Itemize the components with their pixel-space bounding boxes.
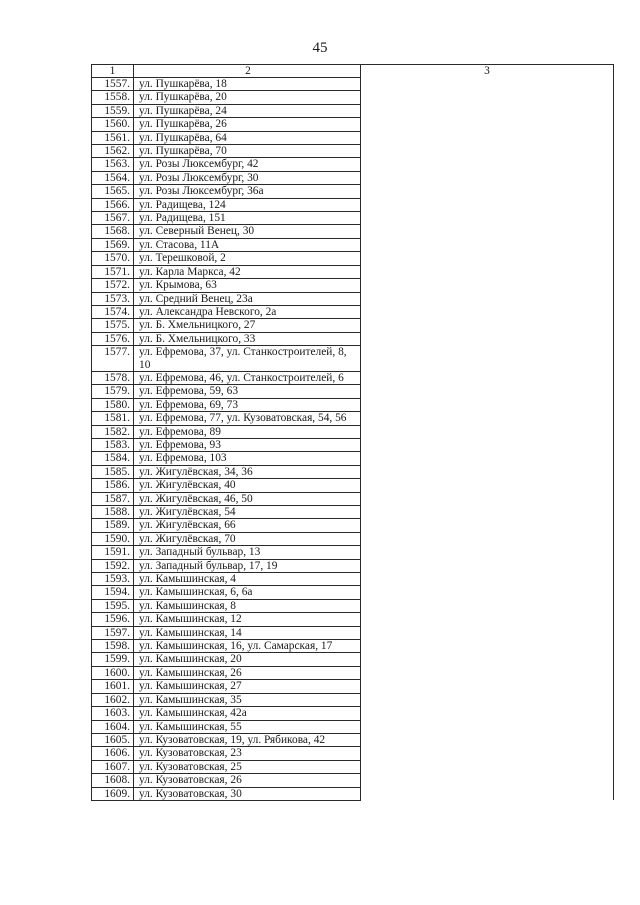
row-address: ул. Пушкарёва, 26 bbox=[134, 118, 361, 131]
row-address: ул. Жигулёвская, 66 bbox=[134, 519, 361, 532]
row-number: 1595. bbox=[92, 599, 134, 612]
row-address: ул. Камышинская, 6, 6а bbox=[134, 586, 361, 599]
row-number: 1566. bbox=[92, 198, 134, 211]
row-address: ул. Западный бульвар, 17, 19 bbox=[134, 559, 361, 572]
row-number: 1599. bbox=[92, 653, 134, 666]
row-address: ул. Карла Маркса, 42 bbox=[134, 265, 361, 278]
row-address: ул. Жигулёвская, 40 bbox=[134, 479, 361, 492]
row-number: 1564. bbox=[92, 171, 134, 184]
header-col-2: 2 bbox=[134, 65, 361, 78]
row-number: 1592. bbox=[92, 559, 134, 572]
row-number: 1582. bbox=[92, 425, 134, 438]
row-number: 1577. bbox=[92, 346, 134, 372]
row-address: ул. Камышинская, 16, ул. Самарская, 17 bbox=[134, 640, 361, 653]
row-number: 1569. bbox=[92, 238, 134, 251]
row-number: 1602. bbox=[92, 693, 134, 706]
row-address: ул. Б. Хмельницкого, 33 bbox=[134, 332, 361, 345]
row-number: 1596. bbox=[92, 613, 134, 626]
row-number: 1573. bbox=[92, 292, 134, 305]
row-address: ул. Камышинская, 27 bbox=[134, 680, 361, 693]
row-address: ул. Камышинская, 20 bbox=[134, 653, 361, 666]
row-number: 1562. bbox=[92, 145, 134, 158]
row-number: 1570. bbox=[92, 252, 134, 265]
row-address: ул. Камышинская, 4 bbox=[134, 573, 361, 586]
row-address: ул. Пушкарёва, 70 bbox=[134, 145, 361, 158]
row-address: ул. Средний Венец, 23а bbox=[134, 292, 361, 305]
row-address: ул. Кузоватовская, 26 bbox=[134, 774, 361, 787]
row-number: 1579. bbox=[92, 385, 134, 398]
row-address: ул. Камышинская, 42а bbox=[134, 707, 361, 720]
row-address: ул. Камышинская, 12 bbox=[134, 613, 361, 626]
row-address: ул. Кузоватовская, 23 bbox=[134, 747, 361, 760]
row-address: ул. Розы Люксембург, 30 bbox=[134, 171, 361, 184]
row-number: 1587. bbox=[92, 492, 134, 505]
row-address: ул. Кузоватовская, 19, ул. Рябикова, 42 bbox=[134, 733, 361, 746]
row-number: 1558. bbox=[92, 91, 134, 104]
row-address: ул. Ефремова, 69, 73 bbox=[134, 398, 361, 411]
row-number: 1571. bbox=[92, 265, 134, 278]
row-address: ул. Ефремова, 46, ул. Станкостроителей, 6 bbox=[134, 371, 361, 384]
row-address: ул. Ефремова, 77, ул. Кузоватовская, 54, 56 bbox=[134, 412, 361, 425]
row-address: ул. Пушкарёва, 18 bbox=[134, 78, 361, 91]
row-address: ул. Б. Хмельницкого, 27 bbox=[134, 319, 361, 332]
row-address: ул. Радищева, 124 bbox=[134, 198, 361, 211]
row-number: 1559. bbox=[92, 104, 134, 117]
row-number: 1607. bbox=[92, 760, 134, 773]
row-number: 1594. bbox=[92, 586, 134, 599]
row-number: 1561. bbox=[92, 131, 134, 144]
row-number: 1604. bbox=[92, 720, 134, 733]
row-address: ул. Камышинская, 14 bbox=[134, 626, 361, 639]
row-number: 1583. bbox=[92, 438, 134, 451]
row-address: ул. Ефремова, 103 bbox=[134, 452, 361, 465]
row-address: ул. Радищева, 151 bbox=[134, 212, 361, 225]
row-address: ул. Стасова, 11А bbox=[134, 238, 361, 251]
row-number: 1591. bbox=[92, 546, 134, 559]
column-3-cell bbox=[361, 78, 614, 801]
row-number: 1574. bbox=[92, 305, 134, 318]
row-address: ул. Пушкарёва, 64 bbox=[134, 131, 361, 144]
row-address: ул. Ефремова, 93 bbox=[134, 438, 361, 451]
row-address: ул. Жигулёвская, 54 bbox=[134, 506, 361, 519]
row-address: ул. Крымова, 63 bbox=[134, 279, 361, 292]
row-number: 1609. bbox=[92, 787, 134, 800]
row-number: 1589. bbox=[92, 519, 134, 532]
row-number: 1576. bbox=[92, 332, 134, 345]
row-address: ул. Жигулёвская, 34, 36 bbox=[134, 465, 361, 478]
row-address: ул. Розы Люксембург, 36а bbox=[134, 185, 361, 198]
row-address: ул. Жигулёвская, 46, 50 bbox=[134, 492, 361, 505]
row-address: ул. Кузоватовская, 30 bbox=[134, 787, 361, 800]
row-address: ул. Пушкарёва, 20 bbox=[134, 91, 361, 104]
row-number: 1585. bbox=[92, 465, 134, 478]
row-number: 1606. bbox=[92, 747, 134, 760]
row-address: ул. Александра Невского, 2а bbox=[134, 305, 361, 318]
row-number: 1575. bbox=[92, 319, 134, 332]
address-table-body bbox=[92, 65, 614, 801]
row-number: 1560. bbox=[92, 118, 134, 131]
row-address: ул. Камышинская, 35 bbox=[134, 693, 361, 706]
row-address: ул. Камышинская, 26 bbox=[134, 666, 361, 679]
row-number: 1578. bbox=[92, 371, 134, 384]
row-number: 1603. bbox=[92, 707, 134, 720]
row-number: 1581. bbox=[92, 412, 134, 425]
row-number: 1568. bbox=[92, 225, 134, 238]
page-number: 45 bbox=[312, 40, 328, 56]
row-number: 1557. bbox=[92, 78, 134, 91]
row-number: 1588. bbox=[92, 506, 134, 519]
row-address: ул. Камышинская, 55 bbox=[134, 720, 361, 733]
row-number: 1597. bbox=[92, 626, 134, 639]
row-number: 1567. bbox=[92, 212, 134, 225]
row-address: ул. Ефремова, 59, 63 bbox=[134, 385, 361, 398]
row-number: 1601. bbox=[92, 680, 134, 693]
row-address: ул. Ефремова, 37, ул. Станкостроителей, 8, 10 bbox=[134, 346, 361, 372]
row-address: ул. Северный Венец, 30 bbox=[134, 225, 361, 238]
row-number: 1605. bbox=[92, 733, 134, 746]
row-number: 1584. bbox=[92, 452, 134, 465]
row-number: 1608. bbox=[92, 774, 134, 787]
row-number: 1598. bbox=[92, 640, 134, 653]
row-number: 1563. bbox=[92, 158, 134, 171]
row-number: 1590. bbox=[92, 532, 134, 545]
row-address: ул. Камышинская, 8 bbox=[134, 599, 361, 612]
table-row bbox=[92, 78, 614, 91]
row-address: ул. Кузоватовская, 25 bbox=[134, 760, 361, 773]
row-number: 1565. bbox=[92, 185, 134, 198]
row-address: ул. Терешковой, 2 bbox=[134, 252, 361, 265]
header-col-3: 3 bbox=[361, 65, 614, 78]
table-header-row bbox=[92, 65, 614, 78]
row-number: 1572. bbox=[92, 279, 134, 292]
row-address: ул. Ефремова, 89 bbox=[134, 425, 361, 438]
row-number: 1580. bbox=[92, 398, 134, 411]
row-address: ул. Пушкарёва, 24 bbox=[134, 104, 361, 117]
header-col-1: 1 bbox=[92, 65, 134, 78]
row-address: ул. Розы Люксембург, 42 bbox=[134, 158, 361, 171]
row-number: 1600. bbox=[92, 666, 134, 679]
row-address: ул. Жигулёвская, 70 bbox=[134, 532, 361, 545]
row-address: ул. Западный бульвар, 13 bbox=[134, 546, 361, 559]
address-table bbox=[91, 64, 614, 801]
row-number: 1593. bbox=[92, 573, 134, 586]
row-number: 1586. bbox=[92, 479, 134, 492]
